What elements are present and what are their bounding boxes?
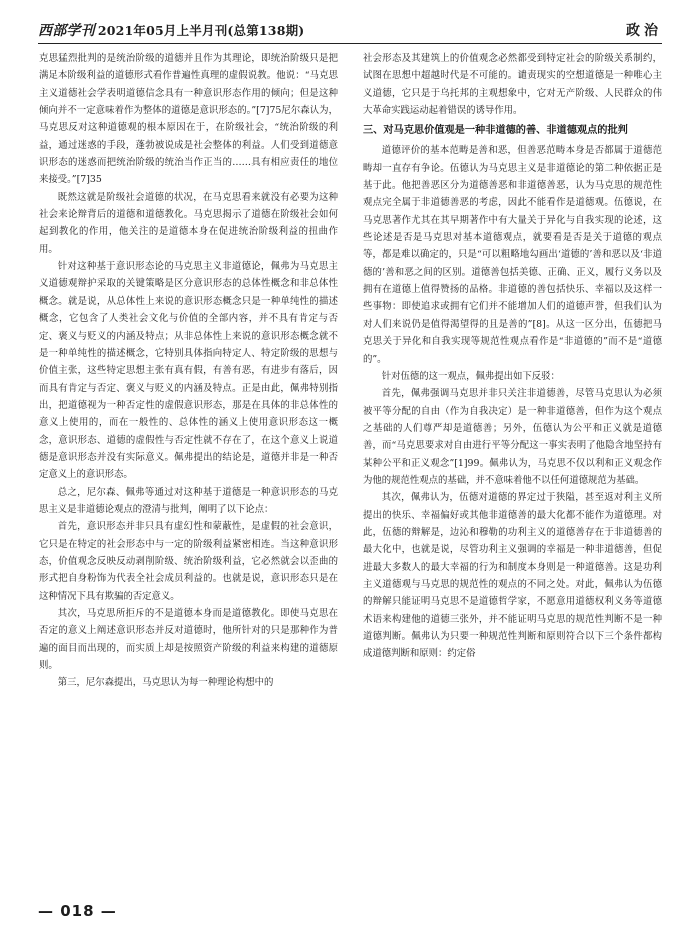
body-paragraph: 社会形态及其建筑上的价值观念必然都受到特定社会的阶级关系制约，试图在思想中超越时代是不可能的。谴责现实的空想道德是一种唯心主义道德，它只是于乌托邦的主观想象中，它对无产阶级、人民群众的伟大革命实践运动起着错误的诱导作用。 (363, 53, 662, 117)
body-paragraph: 第三，尼尔森提出，马克思认为每一种理论构想中的 (57, 677, 274, 689)
section-heading: 三、对马克思价值观是一种非道德的善、非道德观点的批判 (363, 125, 628, 137)
page-number: — 018 — (38, 902, 117, 920)
page-header (38, 14, 662, 44)
body-paragraph: 针对这种基于意识形态论的马克思主义非道德论，佩弗为马克思主义道德观辩护采取的关键策略是区分意识形态的总体性概念和非总体性概念。就是说，从总体性上来说的意识形态概念只是一种单纯性的描述概念，它包含了人类社会文化与价值的全部内容，并不具有肯定与否定、褒义与贬义的内涵及特点；从非总体性上来说的意识形态概念就不是一种单纯性的描述概念，它特别具体指向特定人、特定阶级的思想与价值主张，这些特定思想主张有真有假，有善有恶，有进步有落后，因而具有肯定与否定、褒义与贬义的内涵及特点。正是由此，佩弗特别指出，把道德视为一种否定性的虚假意识形态，那是在具体的非总体性的意义上使用的，而在一般性的、总体性的涵义上使用意识形态这一概念，意识形态、道德的虚假性与否定性就不存在了，在这个意义上说道德是意识形态并没有实际意义。佩弗提出的结论是，道德并非是一种否定意义上的意识形态。 (39, 261, 338, 481)
body-paragraph: 道德评价的基本范畴是善和恶，但善恶范畴本身是否都属于道德范畴却一直存有争论。伍德认为马克思主义是非道德论的第二种依据正是基于此。他把善恶区分为道德善恶和非道德善恶，认为马克思的规范性观点完全属于非道德善恶的考虑，因此不能看作是道德观。伍德说，在马克思著作尤其在其早期著作中有大量关于异化与自我实现的论述，这些论述是否是马克思对基本道德观点，就要看是否是关于道德的观点等，都是难以确定的，只是“可以粗略地勾画出‘道德的’善和恶以及‘非道德的’善和恶之间的区别。道德善包括美德、正确、正义，履行义务以及拥有在道德上值得赞扬的品格。非道德的善包括快乐、幸福以及这样一些事物：即使追求或拥有它们并不能增加人们的道德声誉，但我们认为对人们来说仍是值得渴望得的且是善的”[8]。从这一区分出，伍德把马克思关于异化和自我实现等规范性观点看作是“非道德的”而不是“道德的”。 (363, 145, 662, 365)
body-paragraph: 克思猛烈批判的是统治阶级的道德并且作为其理论，即统治阶级只是把满足本阶级利益的道德形式看作普遍性真理的虚假说教。他说：“马克思主义道德社会学表明道德信念具有一种意识形态作用的倾向；但是这种倾向并不一定意味着作为整体的道德是意识形态的。”[7]75尼尔森认为，马克思反对这种道德观的根本原因在于，在阶级社会，“统治阶级的利益，通过迷惑的手段，蓬勃被说成是社会整体的利益。人们受到道德意识形态的迷惑而把统治阶级的统治当作正当的……具有相应责任的地位来接受。”[7]35 (39, 53, 338, 186)
body-paragraph: 总之，尼尔森、佩弗等通过对这种基于道德是一种意识形态的马克思主义是非道德论观点的澄清与批判，阐明了以下论点： (39, 486, 338, 515)
body-paragraph: 首先，佩弗强调马克思并非只关注非道德善，尽管马克思认为必须被平等分配的自由（作为自我决定）是一种非道德善，但作为这个观点之基础的人们尊严却是道德善；另外，伍德认为公平和正义就是道德善，而“马克思要求对自由进行平等分配这一事实表明了他隐含地坚持有某种公平和正义观念”[1]99。佩弗认为，马克思不仅以利和正义观念作为他的规范性观点的基础，并不意味着他不以任何道德规范为基础。 (363, 388, 662, 486)
section-label: 政治 (626, 23, 662, 39)
left-text-column (39, 50, 338, 692)
body-paragraph: 首先，意识形态并非只具有虚幻性和蒙蔽性，是虚假的社会意识，它只是在特定的社会形态中与一定的阶级利益紧密相连。当这种意识形态，价值观念反映反动剥削阶级、统治阶级利益，它必然就会以歪曲的形式把自身粉饰为代表全社会成员利益的。也就是说，意识形态只是在这种情况下具有欺骗的否定意义。 (39, 521, 338, 602)
body-paragraph: 针对伍德的这一观点，佩弗提出如下反驳： (381, 370, 560, 382)
right-text-column (363, 50, 662, 663)
body-paragraph: 其次，佩弗认为，伍德对道德的界定过于狭隘，甚至返对利主义所提出的快乐、幸福偏好或其他非道德善的最大化都不能作为道德理。对此，伍德的辩解是，边沁和穆勒的功利主义的道德善存在于非道德善的最大化中，也就是说，尽管功利主义强调的幸福是一种非道德善，但促进最大多数人的最大幸福的行为和制度本身则是一种道德善。这是功利主义道德观与马克思的规范性的观点的不同之处。对此，佩弗认为伍德的辩解只能证明马克思不是道德哲学家，不愿意用道德权利义务等道德术语来构建他的道德三张外，并不能证明马克思的规范性判断不是一种道德判断。佩弗认为只要一种规范性判断和原则符合以下三个条件都构成道德判断和原则：约定俗 (363, 492, 662, 660)
journal-issue-line (38, 20, 304, 40)
issue-label: 2021年05月上半月刊(总第138期) (97, 23, 305, 38)
journal-logo: 西部学刊 (38, 23, 95, 39)
body-paragraph: 既然这就是阶级社会道德的状况，在马克思看来就没有必要为这种社会来论辩背后的道德和道德教化。马克思揭示了道德在阶级社会如何起到教化的作用，他关注的是道德本身在促进统治阶级利益的扭曲作用。 (39, 191, 338, 255)
body-paragraph: 其次，马克思所拒斥的不是道德本身而是道德教化。即使马克思在否定的意义上阐述意识形态并反对道德时，他所针对的只是那种作为普遍的面目而出现的，而实质上却是按照资产阶级的利益来构建的道德原则。 (39, 608, 338, 672)
